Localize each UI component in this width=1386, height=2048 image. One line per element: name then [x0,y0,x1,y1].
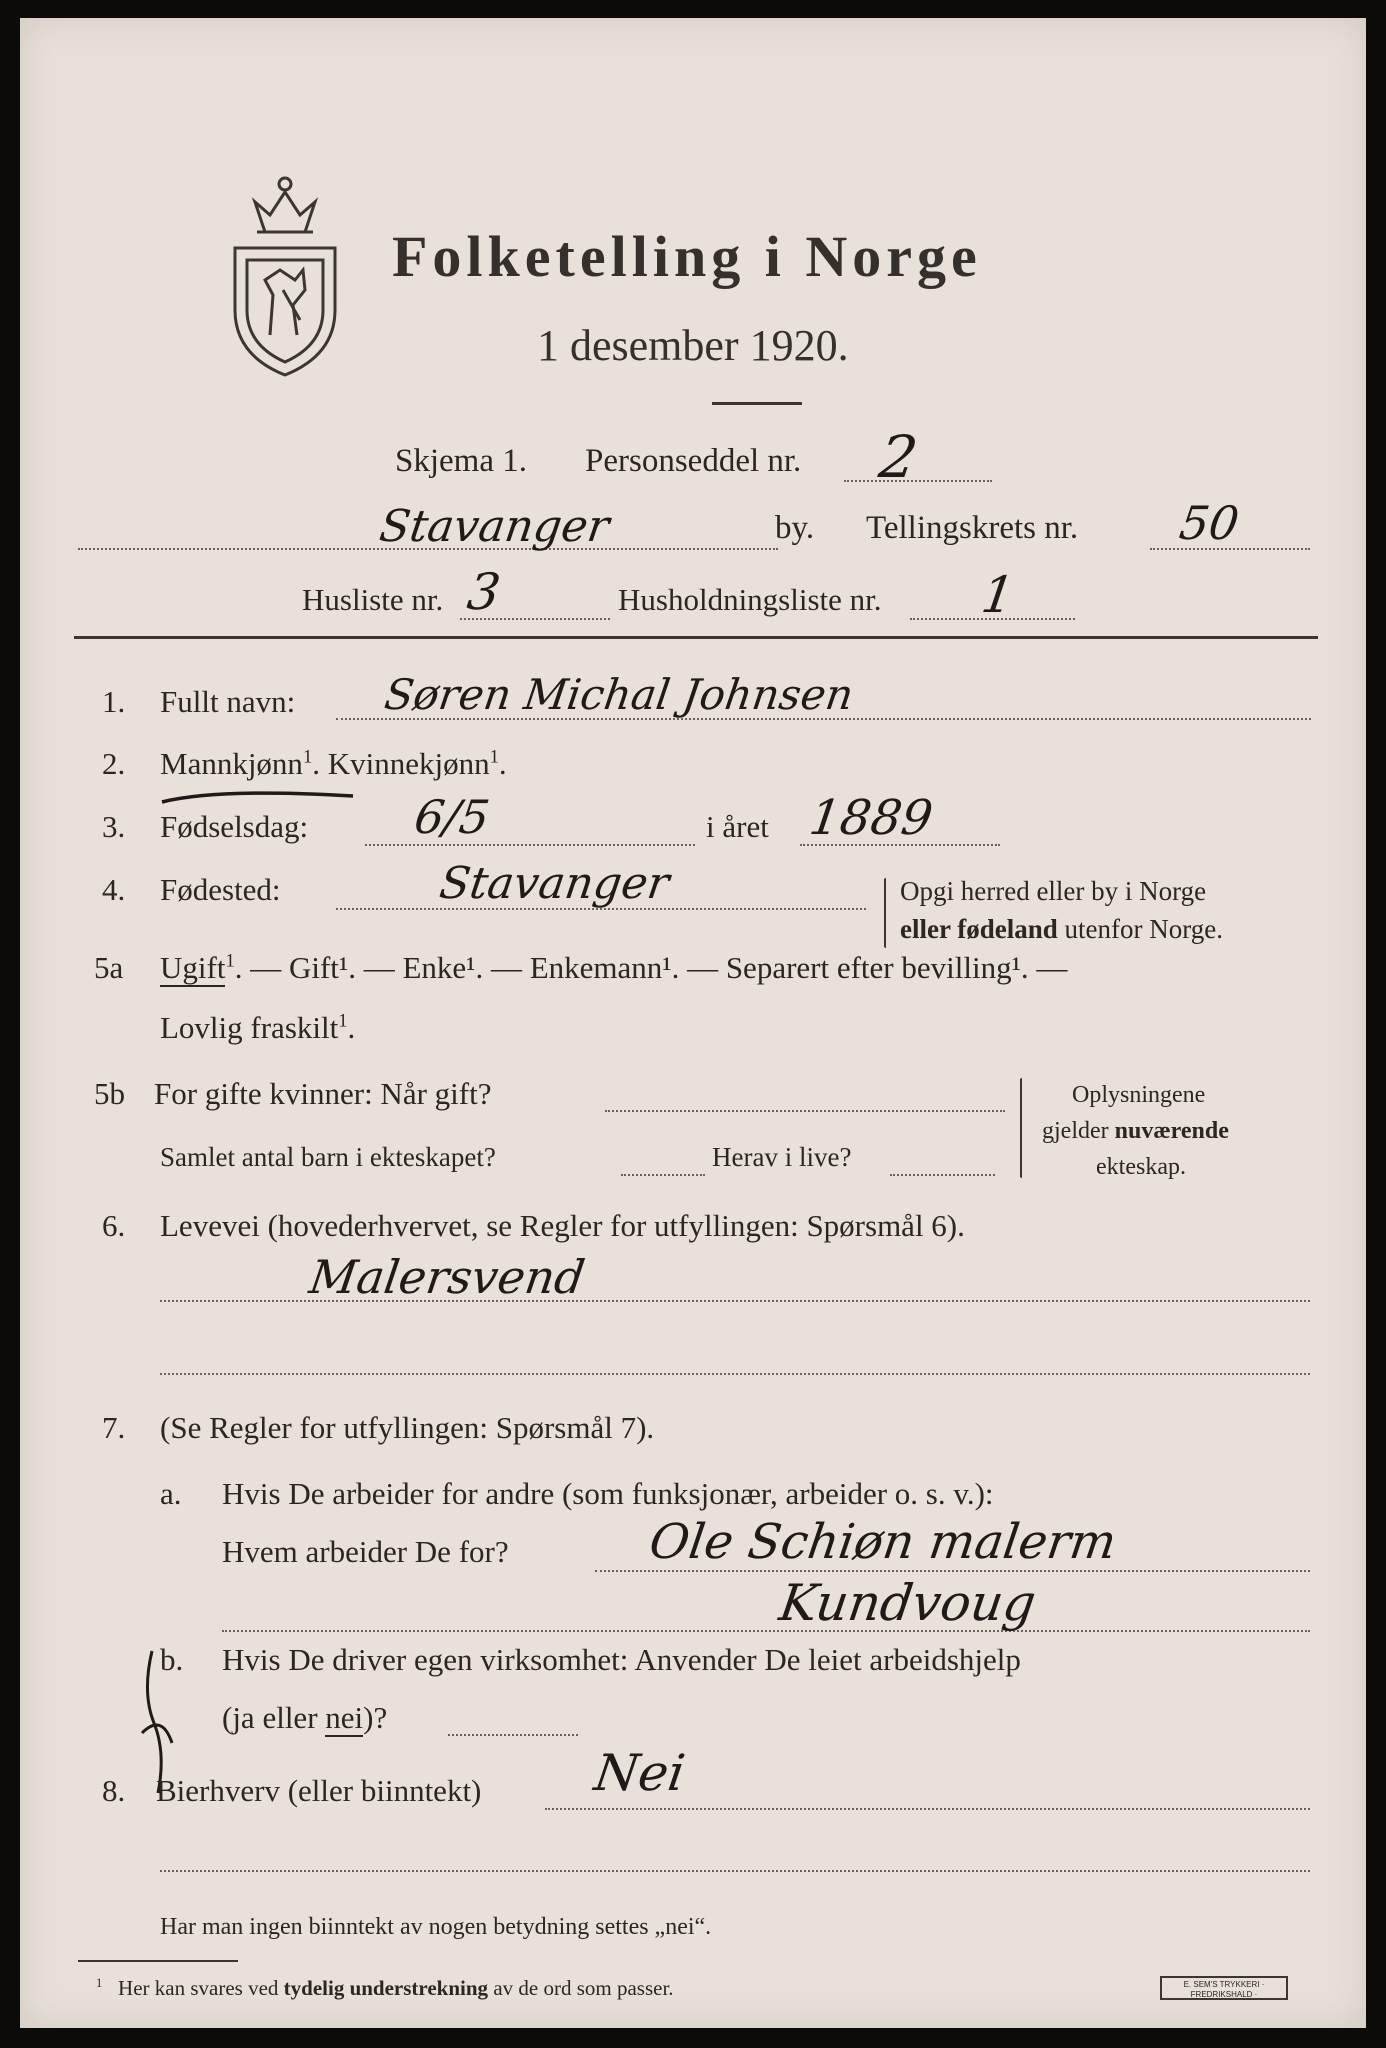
q7a-employer-line2 [222,1630,1310,1632]
tellingskrets-value: 50 [1176,496,1243,550]
q7a-number: a. [160,1476,182,1511]
q5b-note-brace [1020,1078,1022,1178]
q4-note-brace [884,878,886,948]
q7b-line2: (ja eller nei)? [222,1700,388,1735]
q5b-number: 5b [94,1076,125,1111]
q4-label: Fødested: [160,872,281,907]
q3-day-line [365,844,695,846]
husholdningsliste-label: Husholdningsliste nr. [618,582,882,617]
q7b-nei-option[interactable]: nei [325,1700,364,1735]
form-title: Folketelling i Norge [392,224,982,289]
q2-handwritten-underline [158,786,358,810]
q7a-employer-value2: Kundvoug [775,1574,1040,1632]
footnote: $^1$ Her kan svares ved tydelig understrekning av de ord som passer. [96,1976,674,2000]
q6-number: 6. [102,1208,126,1243]
q5b-note1: Oplysningene [1072,1082,1206,1108]
q2-number: 2. [102,746,126,781]
q5b-label3: Herav i live? [712,1142,852,1172]
q3-number: 3. [102,809,126,844]
q5b-children-line [621,1174,705,1176]
q5a-number: 5a [94,950,124,985]
q8-line2 [160,1870,1310,1872]
q2-male-option[interactable]: Mannkjønn [160,746,303,781]
q6-line2 [160,1373,1310,1375]
q8-line [545,1808,1310,1810]
q4-note-line1: Opgi herred eller by i Norge [900,876,1207,906]
census-date: 1 desember 1920. [537,321,849,370]
q5b-note3: ekteskap. [1096,1154,1186,1180]
q5b-label2: Samlet antal barn i ekteskapet? [160,1142,496,1172]
q5b-note2: gjelder nuværende [1042,1118,1229,1144]
q3-year-value: 1889 [806,790,937,846]
q8-label: Bierhverv (eller biinntekt) [156,1773,482,1808]
q5b-married-line [605,1110,1005,1112]
footer-note: Har man ingen biinntekt av nogen betydning settes „nei“. [160,1914,712,1940]
q4-number: 4. [102,872,126,907]
q7a-line2: Hvem arbeider De for? [222,1534,509,1569]
q7a-employer-value1: Ole Schiøn malerm [646,1514,1120,1570]
q6-label: Levevei (hovederhvervet, se Regler for utfyllingen: Spørsmål 6). [160,1208,965,1243]
q3-year-label: i året [706,809,769,844]
q3-label: Fødselsdag: [160,809,309,844]
q7a-line1: Hvis De arbeider for andre (som funksjonær, arbeider o. s. v.): [222,1476,994,1511]
q4-note-line2: eller fødeland utenfor Norge. [900,914,1223,944]
q3-birthday-value: 6/5 [411,790,493,844]
q6-line1 [160,1300,1310,1302]
q2-female-option[interactable]: Kvinnekjønn [327,746,490,781]
q8-value: Nei [590,1744,689,1802]
q5a-ugift-option[interactable]: Ugift [160,950,226,985]
husliste-label: Husliste nr. [302,582,444,617]
q4-birthplace-value: Stavanger [436,858,673,909]
tellingskrets-label: Tellingskrets nr. [866,510,1079,546]
q5b-label1: For gifte kvinner: Når gift? [154,1076,492,1111]
q7a-employer-line1 [595,1570,1310,1572]
q2-options: Mannkjønn$^1$. Kvinnekjønn$^1$. [160,746,507,781]
coat-of-arms-icon [225,170,345,380]
personseddel-line [844,480,992,482]
personseddel-value: 2 [875,423,922,491]
q8-number: 8. [102,1773,126,1808]
q7b-line [448,1734,578,1736]
by-label: by. [775,510,815,546]
husliste-value: 3 [463,563,504,621]
header-rule [74,636,1318,639]
q5a-fraskilt-option[interactable]: Lovlig fraskilt [160,1010,339,1045]
footnote-rule [78,1960,238,1962]
q1-full-name: Søren Michal Johnsen [381,670,857,719]
q7-label: (Se Regler for utfyllingen: Spørsmål 7). [160,1410,655,1445]
husholdningsliste-value: 1 [977,566,1018,624]
q1-label: Fullt navn: [160,684,296,719]
q5a-options: Ugift$^1$. — Gift¹. — Enke¹. — Enkemann¹. — Separert efter bevilling¹. — [160,950,1068,985]
title-divider [712,402,802,405]
q1-number: 1. [102,684,126,719]
census-form-page [20,18,1366,2028]
city-value: Stavanger [376,501,613,552]
q6-occupation-value: Malersvend [306,1250,589,1304]
q7-number: 7. [102,1410,126,1445]
q5b-alive-line [890,1174,995,1176]
q7b-number: b. [160,1642,184,1677]
printer-mark: E. SEM'S TRYKKERI · FREDRIKSHALD · [1160,1976,1288,2000]
personseddel-label: Personseddel nr. [585,443,802,479]
q7b-line1: Hvis De driver egen virksomhet: Anvender De leiet arbeidshjelp [222,1642,1021,1677]
q5a-line2: Lovlig fraskilt$^1$. [160,1010,356,1045]
skjema-label: Skjema 1. [395,443,527,479]
